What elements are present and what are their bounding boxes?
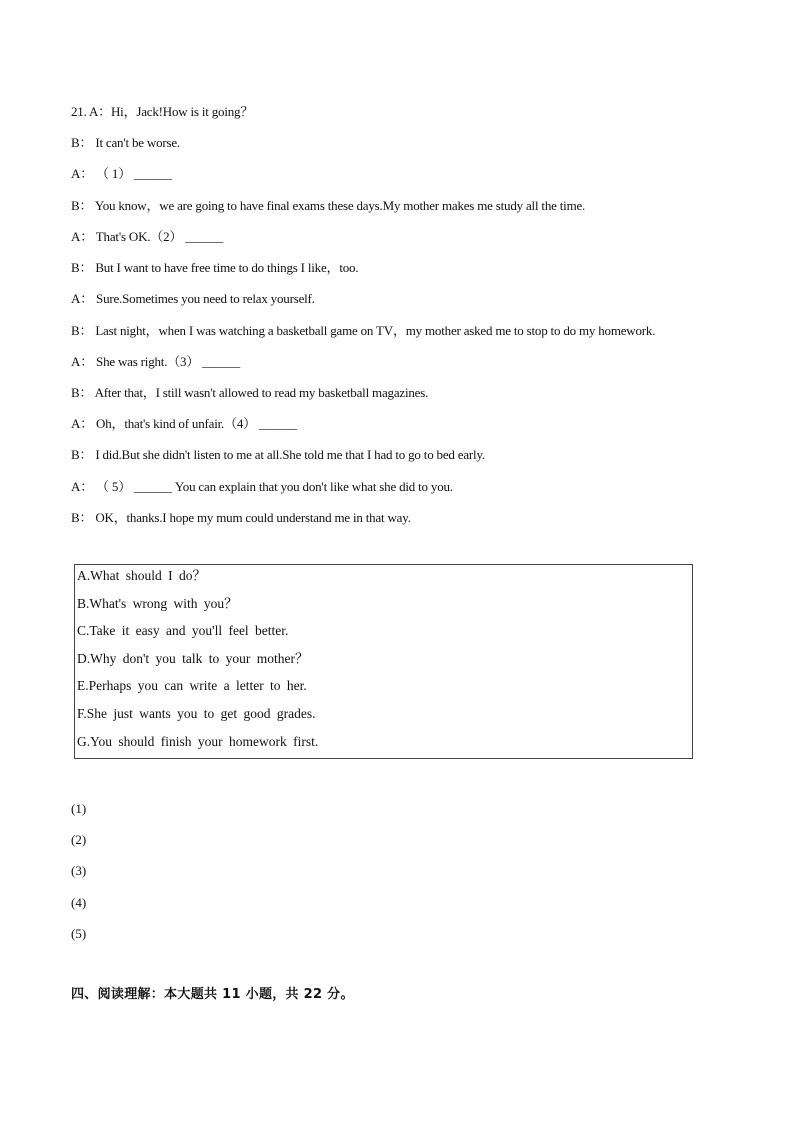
answer-slot-4: (4): [71, 895, 87, 910]
dialogue-line-3: A： （ 1） ______: [71, 166, 172, 181]
option-c: C.Take it easy and you'll feel better.: [77, 623, 289, 638]
dialogue-line-2: B： It can't be worse.: [71, 135, 180, 150]
options-box: [74, 564, 693, 759]
dialogue-line-10: B： After that，I still wasn't allowed to read my basketball magazines.: [71, 385, 429, 400]
dialogue-line-14: B： OK，thanks.I hope my mum could understand me in that way.: [71, 510, 411, 525]
option-f: F.She just wants you to get good grades.: [77, 706, 316, 721]
option-b: B.What's wrong with you？: [77, 596, 238, 611]
answer-slot-3: (3): [71, 863, 87, 878]
answer-slot-5: (5): [71, 926, 87, 941]
answer-slot-1: (1): [71, 801, 87, 816]
dialogue-line-13: A： （ 5） ______ You can explain that you don't like what she did to you.: [71, 479, 453, 494]
dialogue-line-1: 21. A：Hi，Jack!How is it going？: [71, 104, 254, 119]
dialogue-line-12: B： I did.But she didn't listen to me at all.She told me that I had to go to bed early.: [71, 447, 485, 462]
option-e: E.Perhaps you can write a letter to her.: [77, 678, 307, 693]
option-g: G.You should finish your homework first.: [77, 734, 319, 749]
dialogue-line-4: B： You know，we are going to have final exams these days.My mother makes me study all the time.: [71, 198, 586, 213]
option-d: D.Why don't you talk to your mother？: [77, 651, 309, 666]
dialogue-line-6: B： But I want to have free time to do things I like，too.: [71, 260, 359, 275]
dialogue-line-8: B： Last night，when I was watching a basketball game on TV，my mother asked me to stop to do my homework.: [71, 323, 656, 338]
dialogue-line-5: A： That's OK.（2） ______: [71, 229, 224, 244]
dialogue-line-7: A： Sure.Sometimes you need to relax yourself.: [71, 291, 315, 306]
answer-slot-2: (2): [71, 832, 87, 847]
option-a: A.What should I do？: [77, 568, 206, 583]
section-heading: 四、阅读理解：本大题共 11 小题，共 22 分。: [71, 987, 354, 1002]
dialogue-line-9: A： She was right.（3） ______: [71, 354, 241, 369]
dialogue-line-11: A： Oh，that's kind of unfair.（4） ______: [71, 416, 297, 431]
